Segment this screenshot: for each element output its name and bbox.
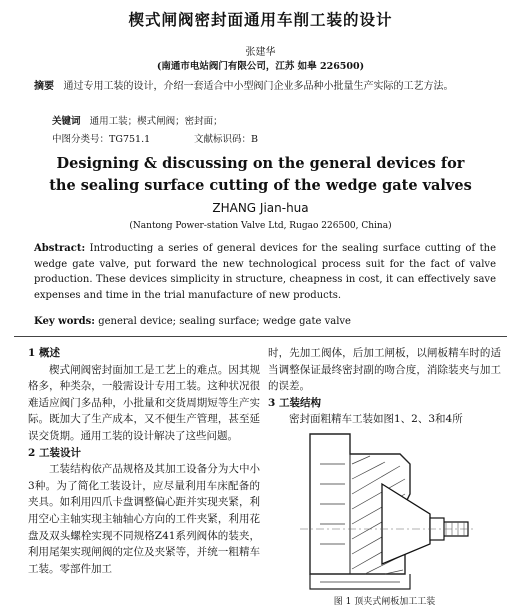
section-2-continuation: 时，先加工阀体，后加工闸板，以闸板精车时的适当调整保证最终密封副的吻合度，消除装夹与加工的误差。 (268, 347, 501, 393)
body-column-right (268, 345, 501, 428)
section-3-heading: 3 工装结构 (268, 396, 321, 409)
abstract-en-label: Abstract: (34, 243, 86, 254)
affiliation-cn: (南通市电站阀门有限公司，江苏 如皋 226500) (156, 61, 365, 72)
title-en-line2: the sealing surface cutting of the wedge gate valves (49, 177, 472, 194)
doc-code (194, 131, 258, 145)
section-2-heading: 2 工装设计 (28, 446, 81, 459)
keywords-cn (52, 113, 223, 127)
section-divider (14, 336, 507, 337)
abstract-cn-text: 通过专用工装的设计，介绍一套适合中小型阀门企业多品种小批量生产实际的工艺方法。 (63, 81, 454, 92)
keywords-en-label: Key words: (34, 316, 95, 327)
keywords-en-text: general device; sealing surface; wedge gate valve (98, 316, 351, 327)
paper-title-en (0, 153, 521, 197)
figure-1-drawing (290, 424, 478, 594)
class-no-label: 中图分类号： (52, 134, 110, 145)
doc-code-value: B (251, 134, 258, 145)
title-en-line1: Designing & discussing on the general devices for (56, 155, 465, 172)
keywords-cn-label: 关键词 (52, 116, 81, 127)
paper-title-cn: 楔式闸阀密封面通用车削工装的设计 (128, 10, 393, 29)
section-3-paragraph: 密封面粗精车工装如图1、2、3和4所 (289, 413, 463, 426)
figure-1-caption: 图 1 顶夹式闸板加工工装 (333, 597, 436, 607)
section-1-heading: 1 概述 (28, 347, 60, 359)
abstract-cn-label: 摘要 (34, 81, 54, 92)
section-1-paragraph: 楔式闸阀密封面加工是工艺上的难点。因其规格多，种类杂，一般需设计专用工装。这种状况很难适应阀门多品种，小批量和交货周期短等生产实际。既加大了生产成本，又不便生产管理，甚至延误交货期。通用工装的设计解决了这些问题。 (28, 363, 260, 442)
affiliation-en: (Nantong Power-station Valve Ltd, Rugao 226500, China) (129, 221, 392, 231)
abstract-en (34, 241, 496, 303)
author-cn: 张建华 (245, 47, 276, 58)
abstract-cn (34, 80, 496, 94)
classification (52, 131, 258, 145)
keywords-en (34, 316, 351, 327)
body-column-left (28, 345, 260, 577)
abstract-en-text: Introducting a series of general devices for the sealing surface cutting of the wedge gate valve, put forward the new technological process suit for the fact of valve production. These devices simplicity in structure, cheapness in cost, it can effectively save expenses and time in the trial manufacture of new products. (34, 243, 496, 301)
doc-code-label: 文献标识码： (194, 134, 252, 145)
section-2-paragraph: 工装结构依产品规格及其加工设备分为大中小3种。为了简化工装设计，应尽量利用车床配备的夹具。如利用四爪卡盘调整偏心距并实现夹紧，利用空心主轴实现主轴轴心方向的工件夹紧，利用花盘及双头螺栓实现不同规格Z41系列阀体的装夹，利用尾架实现闸阀的定位及夹紧等，并统一粗精车工装。零部件加工 (28, 463, 260, 575)
class-no: TG751.1 (109, 134, 151, 145)
keywords-cn-text: 通用工装；楔式闸阀；密封面； (89, 116, 223, 127)
author-en: ZHANG Jian-hua (212, 201, 309, 215)
fixture-drawing (290, 424, 478, 594)
